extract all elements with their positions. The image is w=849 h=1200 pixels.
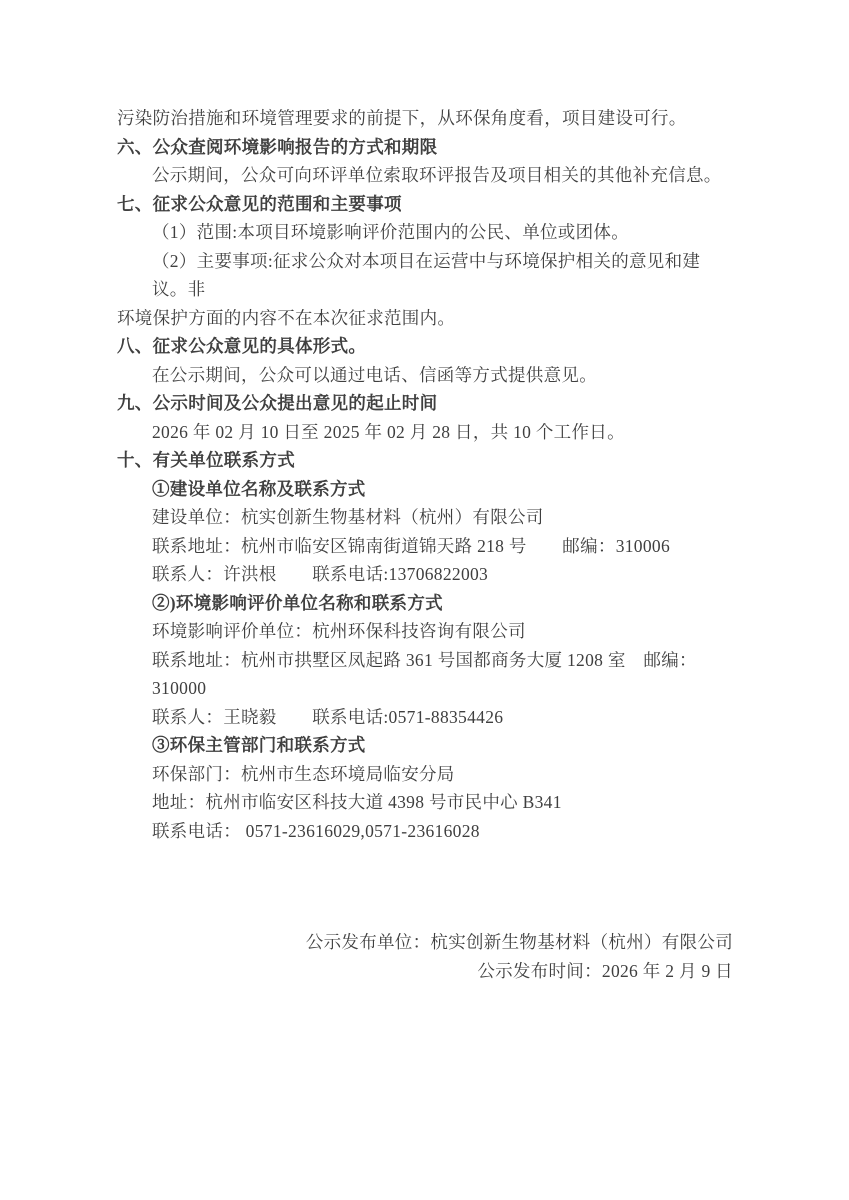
para-construction-unit: 建设单位：杭实创新生物基材料（杭州）有限公司 [152, 507, 544, 527]
subheading-eia-unit: ②)环境影响评价单位名称和联系方式 [152, 592, 443, 613]
para-eia-contact: 联系人：王晓毅 联系电话:0571-88354426 [152, 706, 504, 727]
subheading-construction-unit: ①建设单位名称及联系方式 [152, 478, 366, 499]
para-construction-contact: 联系人：许洪根 联系电话:13706822003 [152, 564, 489, 584]
heading-section-10: 十、有关单位联系方式 [117, 450, 295, 470]
subheading-epa-dept: ③环保主管部门和联系方式 [152, 735, 366, 755]
heading-section-9: 九、公示时间及公众提出意见的起止时间 [117, 393, 438, 413]
heading-section-7: 七、征求公众意见的范围和主要事项 [117, 193, 402, 214]
document-footer [117, 928, 733, 985]
para-section-9-dates: 2026 年 02 月 10 日至 2025 年 02 月 28 日，共 10 个工作日。 [152, 421, 625, 442]
document-content [117, 104, 733, 985]
para-epa-address: 地址：杭州市临安区科技大道 4398 号市民中心 B341 [152, 792, 562, 812]
para-section-6: 公示期间，公众可向环评单位索取环评报告及项目相关的其他补充信息。 [152, 165, 722, 185]
para-epa-dept: 环保部门：杭州市生态环境局临安分局 [152, 763, 455, 784]
para-section-8: 在公示期间，公众可以通过电话、信函等方式提供意见。 [152, 364, 597, 385]
heading-section-8: 八、征求公众意见的具体形式。 [117, 336, 367, 356]
para-eia-address: 联系地址：杭州市拱墅区凤起路 361 号国都商务大厦 1208 室 邮编：310000 [152, 649, 697, 698]
para-main-items: （2）主要事项:征求公众对本项目在运营中与环境保护相关的意见和建议。非 [152, 250, 701, 299]
para-conclusion: 污染防治措施和环境管理要求的前提下，从环保角度看，项目建设可行。 [117, 108, 687, 128]
para-construction-address: 联系地址：杭州市临安区锦南街道锦天路 218 号 邮编：310006 [152, 535, 670, 556]
footer-spacer [117, 845, 733, 928]
para-epa-phone: 联系电话： 0571-23616029,0571-23616028 [152, 820, 480, 841]
para-eia-unit: 环境影响评价单位：杭州环保科技咨询有限公司 [152, 621, 526, 641]
para-main-items-cont: 环境保护方面的内容不在本次征求范围内。 [117, 307, 456, 328]
footer-date: 公示发布时间：2026 年 2 月 9 日 [477, 960, 733, 981]
heading-section-6: 六、公众查阅环境影响报告的方式和期限 [117, 136, 438, 157]
para-scope: （1）范围:本项目环境影响评价范围内的公民、单位或团体。 [152, 222, 630, 242]
footer-publisher: 公示发布单位：杭实创新生物基材料（杭州）有限公司 [305, 932, 733, 952]
